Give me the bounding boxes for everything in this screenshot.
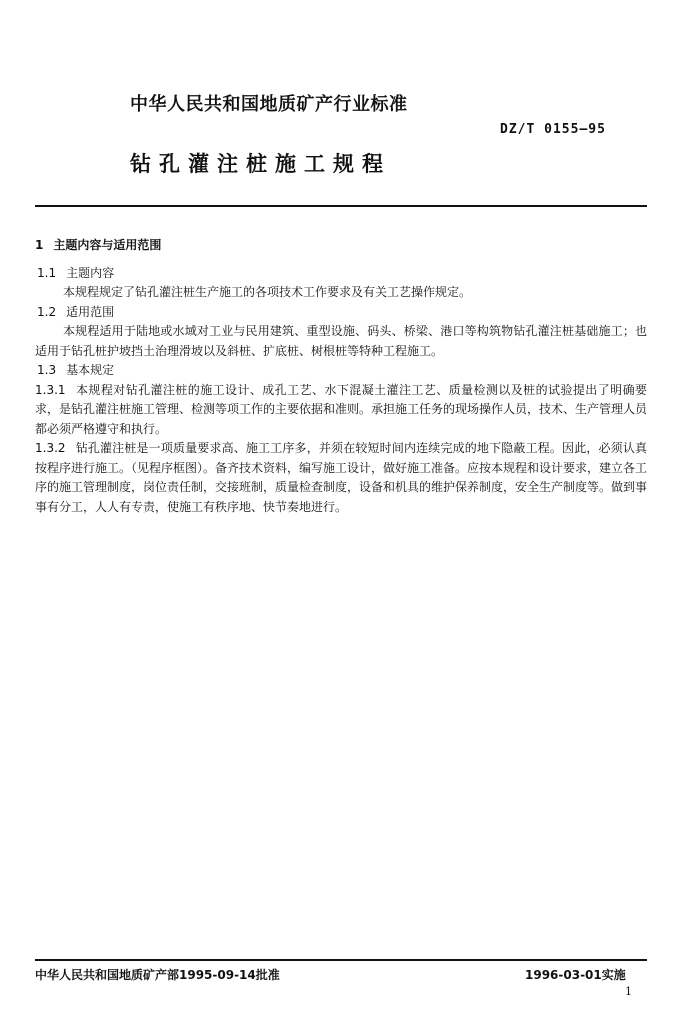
section-number: 1.3 [37,363,57,377]
clause-1-3-1 [35,381,647,440]
clause-text: 钻孔灌注桩是一项质量要求高、施工工序多，并须在较短时间内连续完成的地下隐蔽工程。因此，必须认真按程序进行施工。（见程序框图）。备齐技术资料，编写施工设计，做好施工准备。应按本规程和设计要求，建立各工序的施工管理制度，岗位责任制，交接班制，质量检查制度，设备和机具的维护保养制度，安全生产制度等。做到事事有分工，人人有专责，使施工有秩序地、快节奏地进行。 [35,441,648,514]
section-number: 1.1 [37,265,57,280]
section-title: 主题内容 [66,265,115,280]
clause-number: 1.3.1 [35,382,66,397]
document-title: 钻孔灌注桩施工规程 [130,152,391,176]
section-1-1-heading [35,264,647,284]
standard-code: DZ/T 0155—95 [500,122,606,137]
approval-note: 中华人民共和国地质矿产部1995-09-14批准 [35,968,280,982]
section-1-heading [35,236,647,256]
section-title: 主题内容与适用范围 [53,238,162,252]
section-number: 1.2 [37,304,57,319]
document-body [35,236,647,517]
bottom-divider [35,959,647,961]
section-1-2-text: 本规程适用于陆地或水域对工业与民用建筑、重型设施、码头、桥梁、港口等构筑物钻孔灌注桩基础施工；也适用于钻孔桩护坡挡土治理滑坡以及斜桩、扩底桩、树根桩等特种工程施工。 [35,324,647,358]
top-divider [35,205,647,207]
section-title: 基本规定 [66,363,115,377]
issuer-heading: 中华人民共和国地质矿产行业标准 [130,94,408,115]
section-number: 1 [35,238,44,252]
page-number: 1 [625,985,632,998]
clause-text: 本规程对钻孔灌注桩的施工设计、成孔工艺、水下混凝土灌注工艺、质量检测以及桩的试验提出了明确要求，是钻孔灌注桩施工管理、检测等项工作的主要依据和准则。承担施工任务的现场操作人员，技术、生产管理人员都必须严格遵守和执行。 [35,382,648,436]
section-1-3-heading [35,361,647,381]
section-1-2-heading [35,303,647,323]
section-1-1-text: 本规程规定了钻孔灌注桩生产施工的各项技术工作要求及有关工艺操作规定。 [63,285,472,299]
effective-date: 1996-03-01实施 [525,968,626,982]
clause-number: 1.3.2 [35,441,66,455]
section-title: 适用范围 [66,304,115,319]
clause-1-3-2 [35,439,647,517]
